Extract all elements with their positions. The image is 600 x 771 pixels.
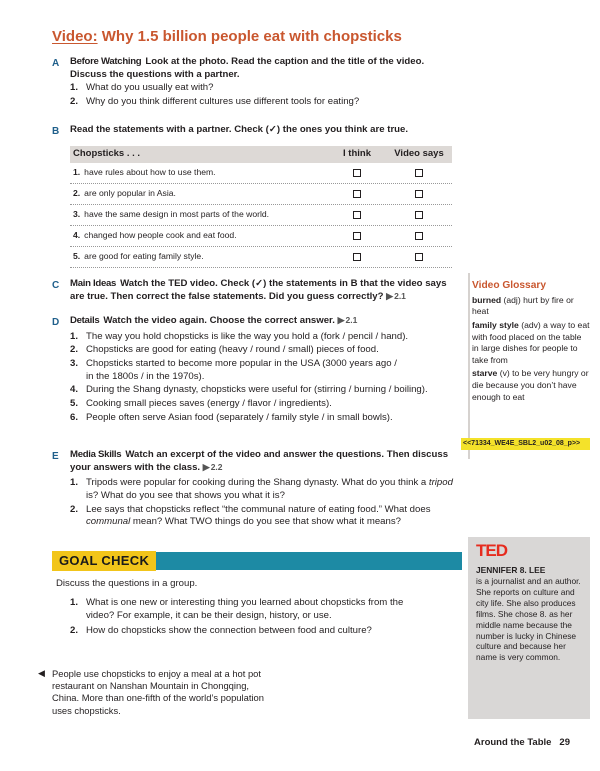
section-e bbox=[70, 449, 460, 529]
list-item: 1. Tripods were popular for cooking during the Shang dynasty. What do you think a tripod is? What do you see that shows you what it is? bbox=[70, 477, 453, 501]
title-prefix: Video: bbox=[52, 28, 98, 45]
speaker-name: JENNIFER 8. LEE bbox=[476, 565, 546, 575]
glossary-entry: family style (adv) a way to eat with food placed on the table in large dishes for people to take from bbox=[472, 319, 590, 365]
checkbox-icon[interactable] bbox=[353, 190, 361, 198]
table-row: 2. are only popular in Asia. bbox=[70, 184, 452, 205]
video-glossary bbox=[472, 279, 590, 405]
audio-track[interactable]: ▶2.1 bbox=[386, 290, 406, 301]
caption-text: People use chopsticks to enjoy a meal at a hot pot restaurant on Nanshan Mountain in Chongqing, China. More than one-fifth of the world’s population uses chopsticks. bbox=[52, 668, 264, 716]
checkbox-icon[interactable] bbox=[353, 169, 361, 177]
section-b-letter: B bbox=[52, 126, 60, 137]
goal-check-heading: GOAL CHECK bbox=[52, 551, 156, 571]
audio-track[interactable]: ▶2.1 bbox=[337, 315, 358, 325]
page-footer bbox=[474, 737, 570, 750]
title-text: Why 1.5 billion people eat with chopsticks bbox=[101, 28, 402, 45]
section-b bbox=[70, 124, 460, 137]
section-c-instruction: Main Ideas Watch the TED video. Check (✓) the statements in B that the video says are true. Then correct the false statements. Did you guess correctly? ▶2.1 bbox=[70, 278, 447, 302]
section-e-instruction: Media Skills Watch an excerpt of the video and answer the questions. Then discuss your answers with the class. ▶2.2 bbox=[70, 449, 449, 473]
list-item: 2. Lee says that chopsticks reflect “the communal nature of eating food.” What does communal mean? What TWO things do you see that show what it means? bbox=[70, 503, 431, 528]
section-a bbox=[70, 56, 460, 109]
checkbox-icon[interactable] bbox=[415, 190, 423, 198]
ted-logo: TED bbox=[476, 541, 507, 560]
table-row: 1. have rules about how to use them. bbox=[70, 163, 452, 184]
table-row: 3. have the same design in most parts of the world. bbox=[70, 205, 452, 226]
column-header-i-think: I think bbox=[343, 148, 371, 160]
section-b-instruction: Read the statements with a partner. Check (✓) the ones you think are true. bbox=[70, 124, 409, 135]
section-c-letter: C bbox=[52, 280, 60, 291]
list-item: 1. What do you usually eat with? bbox=[70, 82, 214, 94]
section-d-instruction: Details Watch the video again. Choose the correct answer. ▶2.1 bbox=[70, 315, 358, 326]
audio-play-icon[interactable]: ▶ bbox=[386, 290, 394, 301]
checkbox-icon[interactable] bbox=[415, 169, 423, 177]
speaker-bio bbox=[476, 565, 584, 663]
list-item: 2. How do chopsticks show the connection between food and culture? bbox=[70, 625, 372, 637]
section-a-letter: A bbox=[52, 58, 60, 69]
list-item: 6. People often serve Asian food (separately / family style / in small bowls). bbox=[70, 411, 393, 423]
list-item: 1. The way you hold chopsticks is like the way you hold a (fork / pencil / hand). bbox=[70, 330, 409, 342]
audio-track[interactable]: ▶2.2 bbox=[202, 461, 223, 472]
section-c bbox=[70, 278, 460, 303]
list-item: 2. Why do you think different cultures use different tools for eating? bbox=[70, 95, 360, 107]
list-item: 3. Chopsticks started to become more popular in the USA (3000 years ago / in the 1800s / in the 1970s). bbox=[70, 357, 397, 382]
footer-section: Around the Table bbox=[474, 737, 552, 748]
section-a-tag: Before Watching bbox=[70, 56, 142, 67]
goal-check-intro: Discuss the questions in a group. bbox=[56, 578, 198, 589]
statements-table bbox=[70, 146, 452, 268]
glossary-title: Video Glossary bbox=[472, 280, 546, 291]
section-a-instruction: Before Watching Look at the photo. Read the caption and the title of the video. Discuss the questions with a partner. bbox=[70, 56, 425, 80]
table-row: 4. changed how people cook and eat food. bbox=[70, 226, 452, 247]
goal-check-questions bbox=[70, 596, 460, 638]
list-item: 5. Cooking small pieces saves (energy / flavor / ingredients). bbox=[70, 397, 332, 409]
asset-code-label: <<71334_WE4E_SBL2_u02_08_p>> bbox=[461, 438, 590, 450]
checkbox-icon[interactable] bbox=[415, 232, 423, 240]
checkbox-icon[interactable] bbox=[353, 232, 361, 240]
section-d bbox=[70, 315, 460, 424]
list-item: 2. Chopsticks are good for eating (heavy / round / small) pieces of food. bbox=[70, 344, 379, 356]
glossary-entry: burned (adj) hurt by fire or heat bbox=[472, 294, 574, 317]
table-row: 5. are good for eating family style. bbox=[70, 247, 452, 268]
glossary-divider bbox=[468, 273, 470, 459]
caption-arrow-icon: ◀ bbox=[38, 668, 45, 678]
section-d-letter: D bbox=[52, 317, 60, 328]
column-header-chopsticks: Chopsticks . . . bbox=[73, 148, 141, 160]
glossary-entry: starve (v) to be very hungry or die because you don’t have enough to eat bbox=[472, 368, 589, 402]
table-header bbox=[70, 146, 452, 163]
speaker-bio-text: is a journalist and an author. She reports on culture and city life. She also produces films. She chose 8. as her middle name because the number is lucky in Chinese culture and because her name is very common. bbox=[476, 575, 581, 663]
list-item: 1. What is one new or interesting thing you learned about chopsticks from the video? For example, it can be their design, history, or use. bbox=[70, 597, 404, 621]
section-e-letter: E bbox=[52, 451, 59, 462]
checkbox-icon[interactable] bbox=[415, 253, 423, 261]
list-item: 4. During the Shang dynasty, chopsticks were useful for (stirring / burning / boiling). bbox=[70, 384, 428, 396]
page-title bbox=[52, 27, 402, 47]
checkbox-icon[interactable] bbox=[353, 253, 361, 261]
audio-play-icon[interactable]: ▶ bbox=[337, 315, 345, 325]
checkbox-icon[interactable] bbox=[415, 211, 423, 219]
checkbox-icon[interactable] bbox=[353, 211, 361, 219]
column-header-video-says: Video says bbox=[394, 148, 444, 160]
page-number: 29 bbox=[559, 737, 570, 748]
photo-caption bbox=[38, 668, 272, 717]
audio-play-icon[interactable]: ▶ bbox=[202, 461, 210, 472]
